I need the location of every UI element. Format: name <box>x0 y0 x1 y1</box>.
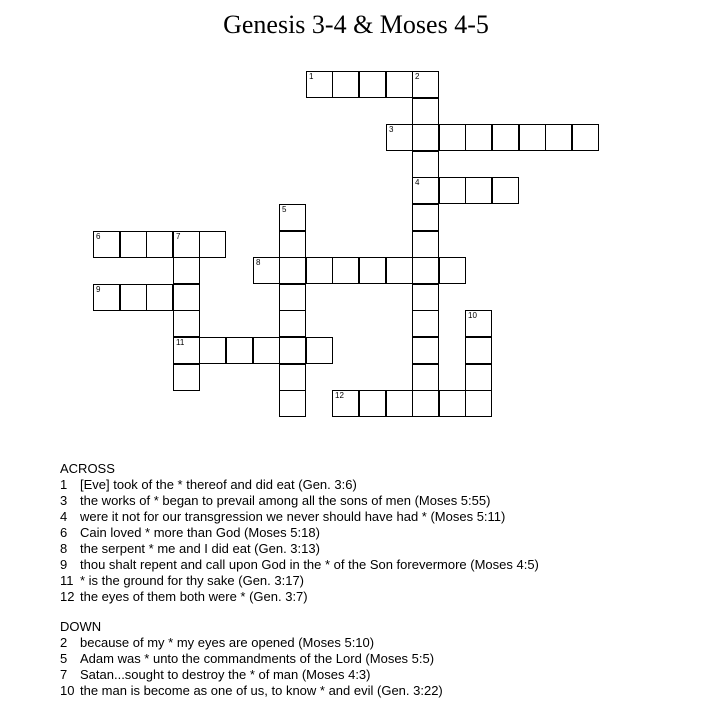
crossword-cell[interactable] <box>412 284 439 311</box>
down-clue <box>60 667 700 683</box>
crossword-cell[interactable] <box>279 337 306 364</box>
crossword-cell[interactable] <box>279 364 306 391</box>
crossword-cell[interactable] <box>279 390 306 417</box>
cell-number: 12 <box>335 391 344 400</box>
across-clue <box>60 525 700 541</box>
clue-text: the serpent * me and I did eat (Gen. 3:13) <box>80 541 320 556</box>
crossword-cell[interactable] <box>279 257 306 284</box>
down-clue <box>60 635 700 651</box>
crossword-cell[interactable] <box>412 257 439 284</box>
cell-number: 9 <box>96 285 101 294</box>
crossword-cell[interactable] <box>412 124 439 151</box>
clue-number: 12 <box>60 589 75 604</box>
crossword-cell[interactable] <box>386 390 413 417</box>
crossword-cell[interactable] <box>306 257 333 284</box>
crossword-cell[interactable] <box>412 151 439 178</box>
clue-text: the eyes of them both were * (Gen. 3:7) <box>80 589 308 604</box>
cell-number: 3 <box>389 125 394 134</box>
across-clue <box>60 541 700 557</box>
crossword-cell[interactable] <box>146 284 173 311</box>
crossword-cell[interactable] <box>279 204 306 231</box>
crossword-cell[interactable] <box>412 98 439 125</box>
crossword-cell[interactable] <box>279 231 306 258</box>
crossword-cell[interactable] <box>465 177 492 204</box>
crossword-cell[interactable] <box>173 284 200 311</box>
clue-text: were it not for our transgression we never should have had * (Moses 5:11) <box>80 509 506 524</box>
crossword-cell[interactable] <box>359 257 386 284</box>
crossword-cell[interactable] <box>199 231 226 258</box>
crossword-cell[interactable] <box>465 124 492 151</box>
across-heading: ACROSS <box>60 461 115 476</box>
crossword-cell[interactable] <box>93 284 120 311</box>
page-title: Genesis 3-4 & Moses 4-5 <box>223 10 489 39</box>
clue-number: 9 <box>60 557 68 572</box>
clue-gap <box>60 605 700 619</box>
crossword-cell[interactable] <box>173 231 200 258</box>
clue-text: Adam was * unto the commandments of the Lord (Moses 5:5) <box>80 651 435 666</box>
crossword-cell[interactable] <box>412 71 439 98</box>
crossword-cell[interactable] <box>173 337 200 364</box>
down-heading: DOWN <box>60 619 102 634</box>
crossword-cell[interactable] <box>120 284 147 311</box>
crossword-cell[interactable] <box>173 364 200 391</box>
crossword-cell[interactable] <box>173 310 200 337</box>
crossword-cell[interactable] <box>439 390 466 417</box>
crossword-cell[interactable] <box>492 177 519 204</box>
crossword-cell[interactable] <box>412 390 439 417</box>
crossword-cell[interactable] <box>412 337 439 364</box>
crossword-cell[interactable] <box>439 257 466 284</box>
clue-number: 1 <box>60 477 68 492</box>
crossword-cell[interactable] <box>253 337 280 364</box>
clue-number: 10 <box>60 683 75 698</box>
crossword-cell[interactable] <box>146 231 173 258</box>
crossword-cell[interactable] <box>412 204 439 231</box>
clue-text: thou shalt repent and call upon God in the * of the Son forevermore (Moses 4:5) <box>80 557 539 572</box>
crossword-cell[interactable] <box>412 364 439 391</box>
crossword-cell[interactable] <box>332 390 359 417</box>
crossword-cell[interactable] <box>359 390 386 417</box>
crossword-cell[interactable] <box>279 310 306 337</box>
clue-text: Cain loved * more than God (Moses 5:18) <box>80 525 320 540</box>
crossword-cell[interactable] <box>306 337 333 364</box>
crossword-cell[interactable] <box>120 231 147 258</box>
crossword-cell[interactable] <box>386 124 413 151</box>
clue-list <box>60 461 700 699</box>
clue-number: 4 <box>60 509 68 524</box>
crossword-cell[interactable] <box>386 71 413 98</box>
crossword-cell[interactable] <box>412 177 439 204</box>
crossword-cell[interactable] <box>439 177 466 204</box>
cell-number: 1 <box>309 72 314 81</box>
crossword-cell[interactable] <box>359 71 386 98</box>
crossword-cell[interactable] <box>199 337 226 364</box>
cell-number: 2 <box>415 72 420 81</box>
crossword-cell[interactable] <box>465 310 492 337</box>
clue-text: the works of * began to prevail among all the sons of men (Moses 5:55) <box>80 493 491 508</box>
cell-number: 7 <box>176 232 181 241</box>
clue-number: 11 <box>60 573 74 588</box>
crossword-cell[interactable] <box>465 337 492 364</box>
crossword-cell[interactable] <box>226 337 253 364</box>
across-clue <box>60 493 700 509</box>
across-clue <box>60 509 700 525</box>
clue-number: 8 <box>60 541 68 556</box>
cell-number: 6 <box>96 232 101 241</box>
clue-number: 2 <box>60 635 68 650</box>
clue-text: Satan...sought to destroy the * of man (Moses 4:3) <box>80 667 371 682</box>
crossword-cell[interactable] <box>412 231 439 258</box>
clue-number: 7 <box>60 667 68 682</box>
crossword-cell[interactable] <box>465 364 492 391</box>
crossword-cell[interactable] <box>279 284 306 311</box>
crossword-cell[interactable] <box>253 257 280 284</box>
down-clues <box>60 635 700 699</box>
across-clue <box>60 573 700 589</box>
crossword-cell[interactable] <box>439 124 466 151</box>
crossword-cell[interactable] <box>492 124 519 151</box>
down-clue <box>60 683 700 699</box>
crossword-cell[interactable] <box>332 257 359 284</box>
crossword-cell[interactable] <box>332 71 359 98</box>
across-clue <box>60 557 700 573</box>
clue-text: [Eve] took of the * thereof and did eat (Gen. 3:6) <box>80 477 357 492</box>
across-clue <box>60 477 700 493</box>
crossword-cell[interactable] <box>386 257 413 284</box>
clue-number: 3 <box>60 493 68 508</box>
across-clue <box>60 589 700 605</box>
clue-text: the man is become as one of us, to know * and evil (Gen. 3:22) <box>80 683 443 698</box>
crossword-cell[interactable] <box>519 124 546 151</box>
clue-text: because of my * my eyes are opened (Moses 5:10) <box>80 635 375 650</box>
crossword-cell[interactable] <box>93 231 120 258</box>
clue-text: * is the ground for thy sake (Gen. 3:17) <box>80 573 305 588</box>
clue-number: 6 <box>60 525 68 540</box>
cell-number: 4 <box>415 178 420 187</box>
clue-number: 5 <box>60 651 68 666</box>
crossword-cell[interactable] <box>412 310 439 337</box>
cell-number: 10 <box>468 311 477 320</box>
down-clue <box>60 651 700 667</box>
crossword-cell[interactable] <box>545 124 572 151</box>
across-clues <box>60 477 700 605</box>
crossword-cell[interactable] <box>306 71 333 98</box>
cell-number: 11 <box>176 338 185 347</box>
crossword-cell[interactable] <box>465 390 492 417</box>
cell-number: 8 <box>256 258 261 267</box>
crossword-cell[interactable] <box>572 124 599 151</box>
cell-number: 5 <box>282 205 287 214</box>
crossword-cell[interactable] <box>173 257 200 284</box>
